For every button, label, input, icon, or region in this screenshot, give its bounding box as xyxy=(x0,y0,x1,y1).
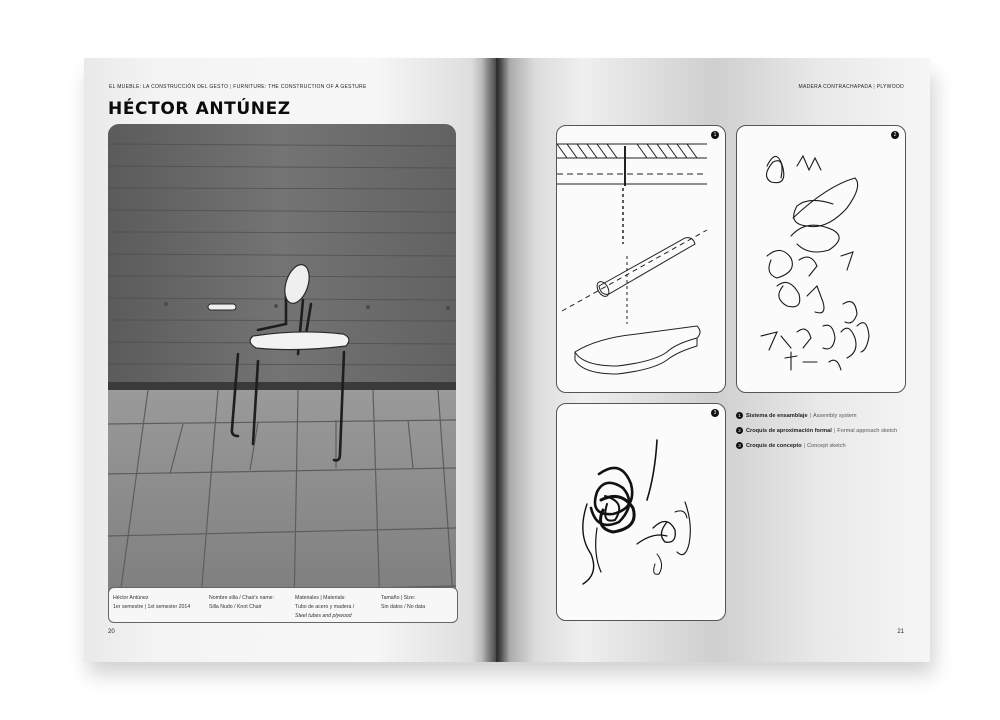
concept-sketch xyxy=(556,403,726,621)
formal-approach-sketch xyxy=(736,125,906,393)
running-head-en: FURNITURE: THE CONSTRUCTION OF A GESTURE xyxy=(233,84,367,90)
running-head-separator: | xyxy=(229,84,232,90)
info-chair-name xyxy=(209,594,274,612)
designer-name: Héctor Antúnez xyxy=(113,595,149,601)
legend-separator: | xyxy=(833,427,836,434)
legend-number: 2 xyxy=(736,427,743,434)
panel-number-badge: 3 xyxy=(711,409,719,417)
chair-name-label: Nombre silla / Chair's name: xyxy=(209,595,274,601)
assembly-system-sketch xyxy=(556,125,726,393)
semester: 1er semestre | 1st semester 2014 xyxy=(113,604,191,610)
running-head-es: MADERA CONTRACHAPADA xyxy=(798,84,872,90)
right-running-head xyxy=(799,84,904,90)
chair-info-box xyxy=(108,587,458,623)
legend-item xyxy=(736,438,897,453)
author-name: HÉCTOR ANTÚNEZ xyxy=(108,99,291,119)
panel-number-badge: 2 xyxy=(891,131,899,139)
running-head-separator: | xyxy=(873,84,875,90)
legend-separator: | xyxy=(803,442,806,449)
right-page xyxy=(496,58,930,662)
book-gutter xyxy=(482,58,510,662)
materials-value-es: Tubo de acero y madera / xyxy=(295,604,355,610)
panel-number-badge: 1 xyxy=(711,131,719,139)
legend-label-en: Formal approach sketch xyxy=(837,427,898,434)
legend-label-es: Croquis de aproximación formal xyxy=(746,427,832,434)
legend-number: 3 xyxy=(736,442,743,449)
legend-separator: | xyxy=(809,412,812,419)
size-label: Tamaño | Size: xyxy=(381,595,416,601)
legend-label-es: Croquis de concepto xyxy=(746,442,802,449)
chair-name-value: Silla Nudo / Knot Chair xyxy=(209,604,262,610)
running-head-es: EL MUEBLE: LA CONSTRUCCIÓN DEL GESTO xyxy=(109,84,229,90)
running-head-en: PLYWOOD xyxy=(876,84,904,90)
legend-label-es: Sistema de ensamblaje xyxy=(746,412,808,419)
sketch-legend xyxy=(736,408,897,453)
page-number-right: 21 xyxy=(897,629,904,635)
legend-label-en: Assembly system xyxy=(813,412,857,419)
legend-item xyxy=(736,423,897,438)
materials-label: Materiales | Materials: xyxy=(295,595,346,601)
info-materials xyxy=(295,594,354,621)
page-number-left: 20 xyxy=(108,629,115,635)
left-page xyxy=(84,58,496,662)
materials-value-en: Steel tubes and plywood xyxy=(295,613,352,619)
left-running-head xyxy=(109,84,367,90)
legend-label-en: Concept sketch xyxy=(807,442,846,449)
legend-number: 1 xyxy=(736,412,743,419)
size-value: Sin datos / No data xyxy=(381,604,426,610)
info-designer xyxy=(113,594,190,612)
legend-item xyxy=(736,408,897,423)
info-size xyxy=(381,594,425,612)
chair-photo xyxy=(108,124,456,610)
